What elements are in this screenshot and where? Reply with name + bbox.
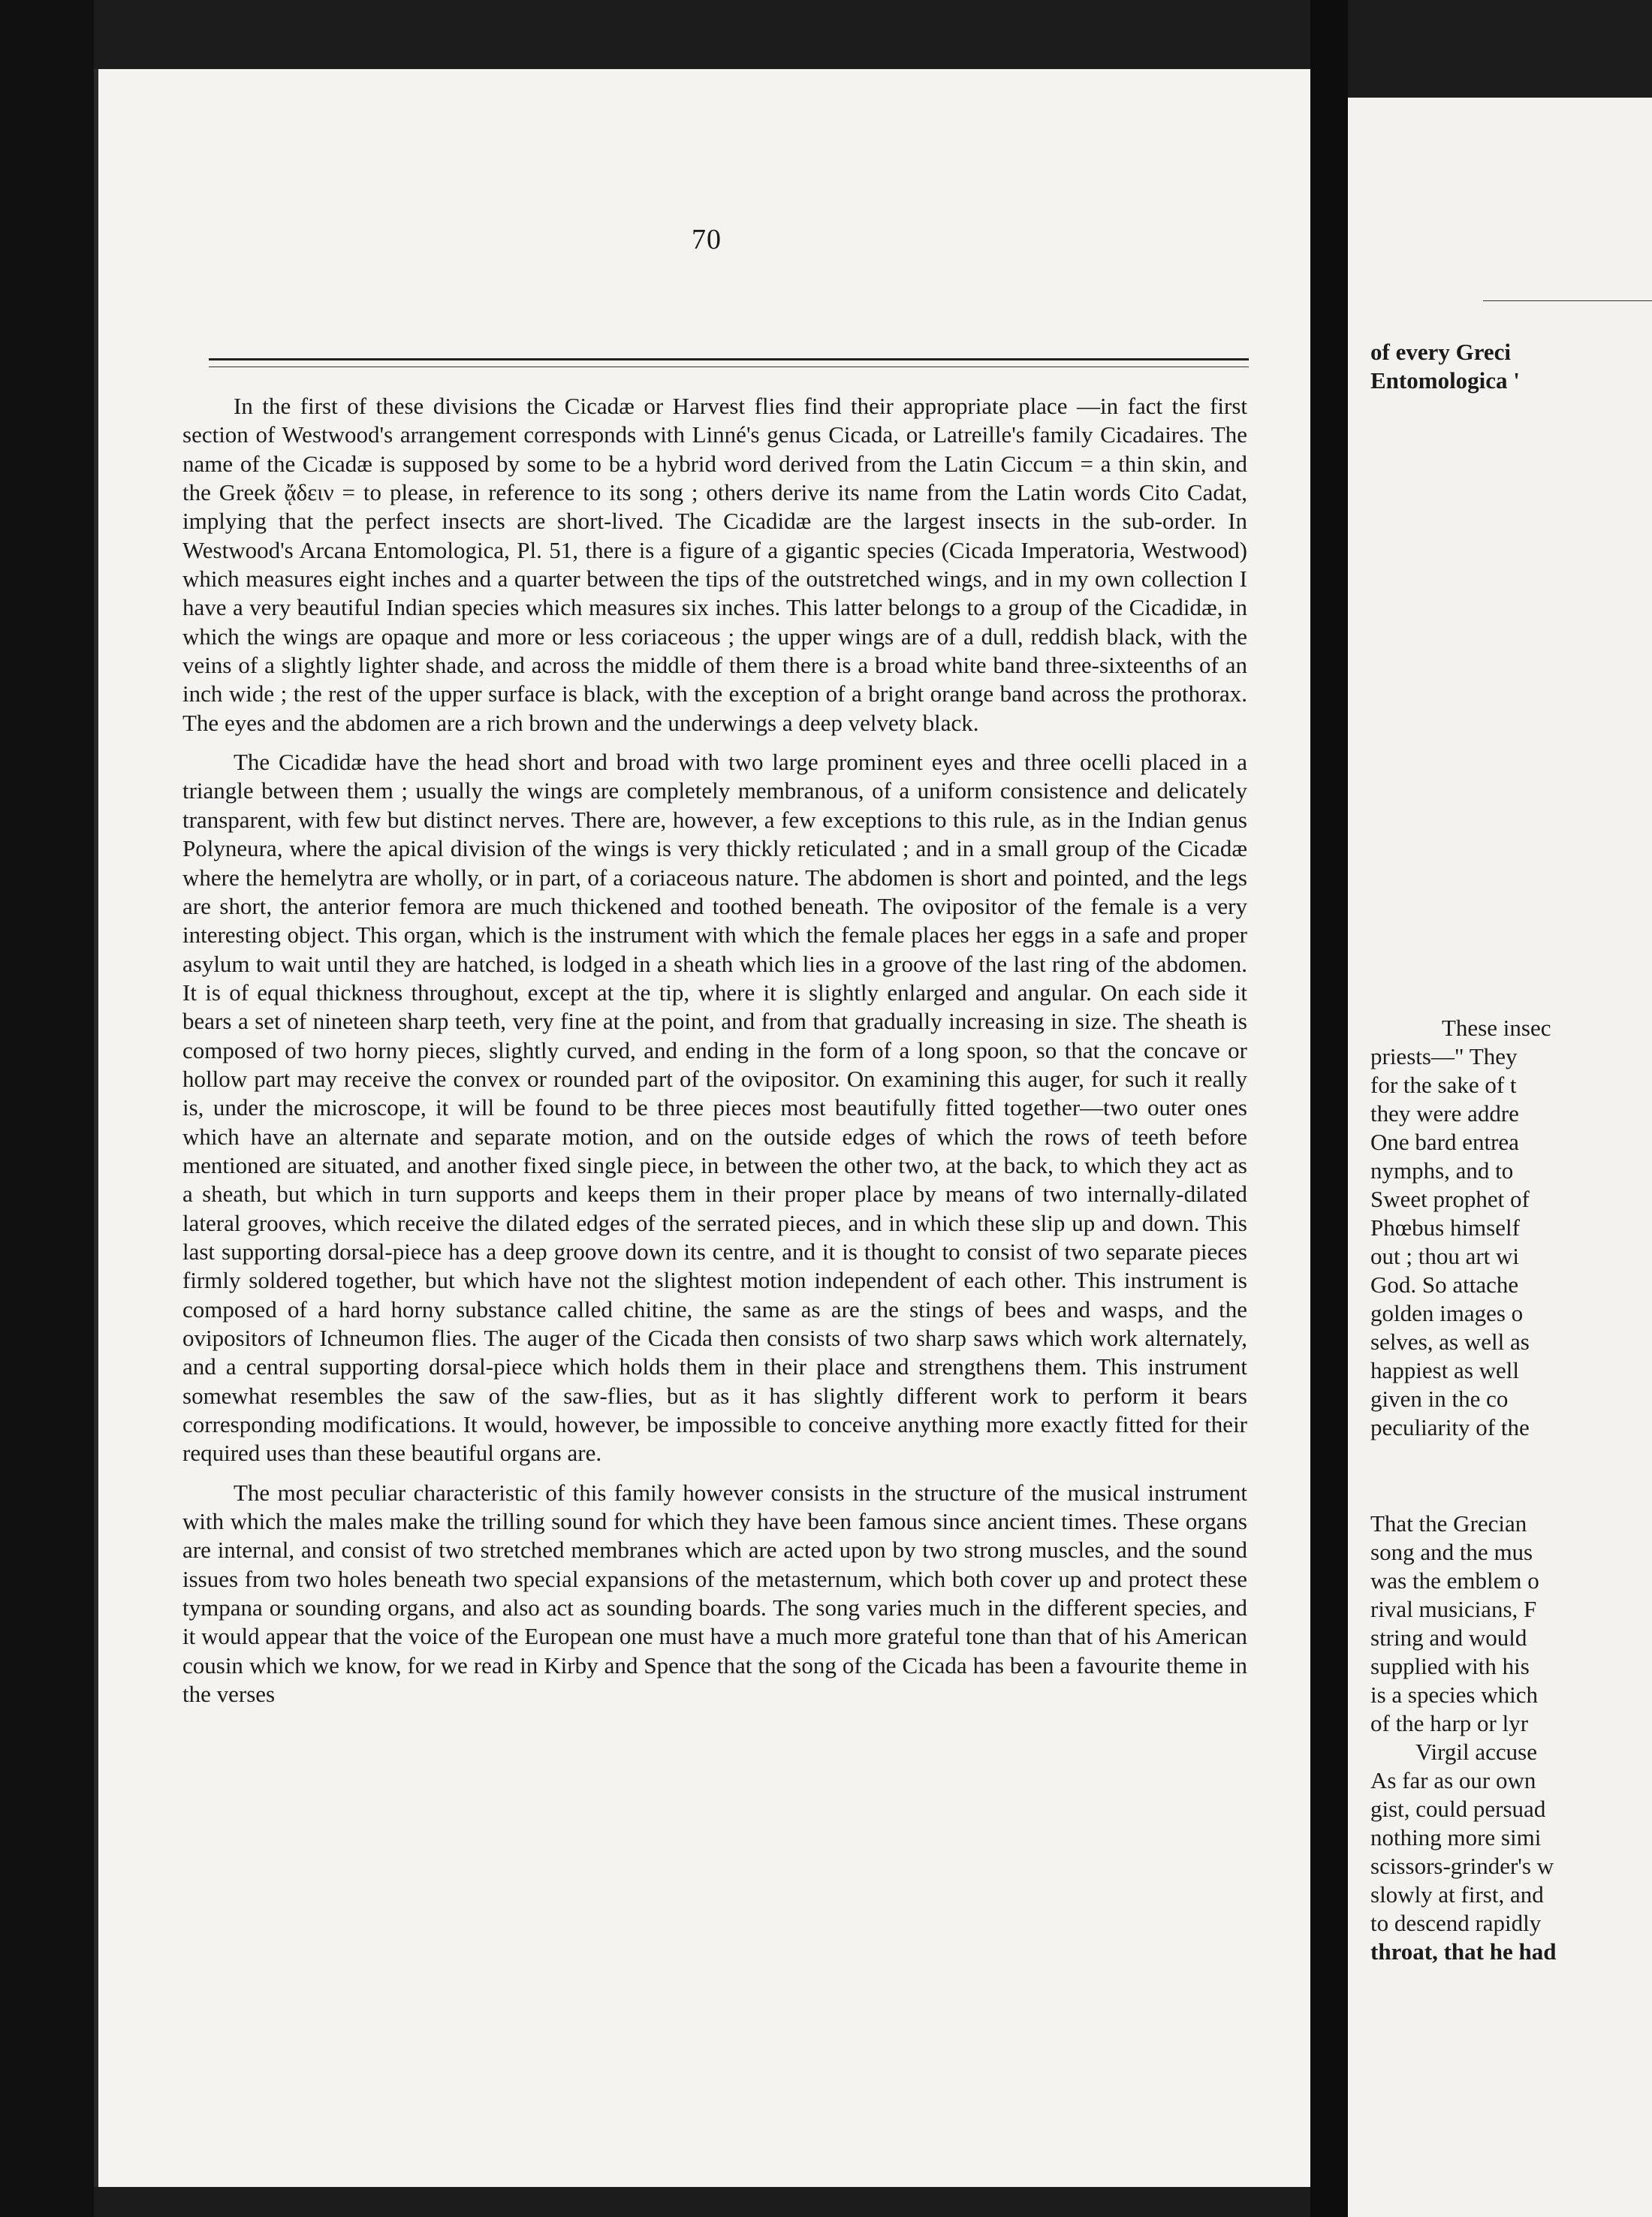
right-bottom-line: Virgil accuse (1415, 1739, 1537, 1765)
right-top-line: Entomologica ' (1370, 367, 1520, 394)
right-middle-line: out ; thou art wi (1370, 1243, 1520, 1269)
right-middle-line: nymphs, and to (1370, 1157, 1514, 1184)
paragraph-2: The Cicadidæ have the head short and broad with two large prominent eyes and three ocelli placed in a triangle between them ; usually the wings are completely membranous, of a uniform consistence and delicately transparent, with few but distinct nerves. There are, however, a few exceptions to this rule, as in the Indian genus Polyneura, where the apical division of the wings is very thickly reticulated ; and in a small group of the Cicadæ where the hemelytra are wholly, or in part, of a coriaceous nature. The abdomen is short and pointed, and the legs are short, the anterior femora are much thickened and toothed beneath. The ovipositor of the female is a very interesting object. This organ, which is the instrument with which the female places her eggs in a safe and proper asylum to wait until they are hatched, is lodged in a sheath which lies in a groove of the last ring of the abdomen. It is of equal thickness throughout, except at the tip, where it is slightly enlarged and angular. On each side it bears a set of nineteen sharp teeth, very fine at the point, and from that gradually increasing in size. The sheath is composed of two horny pieces, slightly curved, and ending in the form of a long spoon, so that the concave or hollow part may receive the convex or rounded part of the ovipositor. On examining this auger, for such it really is, under the microscope, it will be found to be three pieces most beautifully fitted together—two outer ones which have an alternate and separate motion, and on the outside edges of which the rows of teeth before mentioned are situated, and another fixed single piece, in between the other two, at the back, to which they act as a sheath, but which in turn supports and keeps them in their proper place by means of two internally-dilated lateral grooves, which receive the dilated edges of the serrated pieces, and in which these slip up and down. This last supporting dorsal-piece has a deep groove down its centre, and it is thought to consist of two separate pieces firmly soldered together, but which have not the slightest motion independent of each other. This instrument is composed of a hard horny substance called chitine, the same as are the stings of bees and wasps, and the ovipositors of Ichneumon flies. The auger of the Cicada then consists of two sharp saws which work alternately, and a central supporting dorsal-piece which holds them in their place and strengthens them. This instrument somewhat resembles the saw of the saw-flies, but as it has slightly different work to perform it bears corresponding modifications. It would, however, be impossible to conceive anything more exactly fitted for their required uses than these beautiful organs are. (182, 749, 1247, 1467)
right-middle-line: happiest as well (1370, 1357, 1520, 1383)
right-middle-line: for the sake of t (1370, 1072, 1517, 1098)
right-bottom-line: That the Grecian (1370, 1510, 1527, 1537)
body-text (182, 392, 1247, 1719)
left-page (94, 69, 1315, 2187)
right-bottom-line: gist, could persuad (1370, 1796, 1546, 1822)
scan-background-left (0, 0, 94, 2217)
right-bottom-line: slowly at first, and (1370, 1881, 1544, 1908)
right-middle-line: Phœbus himself (1370, 1214, 1520, 1241)
right-top-line: of every Greci (1370, 339, 1512, 365)
right-bottom-line: supplied with his (1370, 1653, 1530, 1679)
right-header-rule (1483, 300, 1652, 301)
right-middle-line: peculiarity of the (1370, 1414, 1530, 1440)
right-bottom-text (1370, 1510, 1652, 1966)
page-number: 70 (692, 224, 722, 255)
right-bottom-line: throat, that he had (1370, 1938, 1557, 1965)
header-rule-top (209, 358, 1249, 360)
right-top-text (1370, 338, 1652, 395)
right-page (1348, 98, 1652, 2217)
right-bottom-line: string and would (1370, 1624, 1527, 1651)
right-middle-line: golden images o (1370, 1300, 1524, 1326)
right-bottom-line: scissors-grinder's w (1370, 1853, 1554, 1879)
right-middle-line: Sweet prophet of (1370, 1186, 1530, 1212)
right-middle-line: These insec (1442, 1015, 1551, 1041)
header-rule-bottom (209, 366, 1249, 367)
right-bottom-line: As far as our own (1370, 1767, 1536, 1793)
page-gutter (1310, 0, 1348, 2217)
paragraph-3: The most peculiar characteristic of this family however consists in the structure of the musical instrument with which the males make the trilling sound for which they have been famous since ancient times. These organs are internal, and consist of two stretched membranes which are acted upon by two strong muscles, and the sound issues from two holes beneath two special expansions of the metasternum, which both cover up and protect these tympana or sounding organs, and also act as sounding boards. The song varies much in the different species, and it would appear that the voice of the European one must have a much more grateful tone than that of his American cousin which we know, for we read in Kirby and Spence that the song of the Cicada has been a favourite theme in the verses (182, 1479, 1247, 1708)
right-bottom-line: was the emblem o (1370, 1567, 1539, 1594)
right-bottom-line: to descend rapidly (1370, 1910, 1542, 1936)
right-bottom-line: nothing more simi (1370, 1824, 1542, 1851)
right-bottom-line: rival musicians, F (1370, 1596, 1537, 1622)
right-middle-line: given in the co (1370, 1386, 1509, 1412)
right-middle-line: they were addre (1370, 1100, 1519, 1127)
right-middle-line: God. So attache (1370, 1271, 1519, 1298)
right-bottom-line: song and the mus (1370, 1539, 1533, 1565)
paragraph-1: In the first of these divisions the Cicadæ or Harvest flies find their appropriate place —in fact the first section of Westwood's arrangement corresponds with Linné's genus Cicada, or Latreille's family Cicadaires. The name of the Cicadæ is supposed by some to be a hybrid word derived from the Latin Ciccum = a thin skin, and the Greek ᾄδειν = to please, in reference to its song ; others derive its name from the Latin words Cito Cadat, implying that the perfect insects are short-lived. The Cicadidæ are the largest insects in the sub-order. In Westwood's Arcana Entomologica, Pl. 51, there is a figure of a gigantic species (Cicada Imperatoria, Westwood) which measures eight inches and a quarter between the tips of the outstretched wings, and in my own collection I have a very beautiful Indian species which measures six inches. This latter belongs to a group of the Cicadidæ, in which the wings are opaque and more or less coriaceous ; the upper wings are of a dull, reddish black, with the veins of a slightly lighter shade, and across the middle of them there is a broad white band three-sixteenths of an inch wide ; the rest of the upper surface is black, with the exception of a bright orange band across the prothorax. The eyes and the abdomen are a rich brown and the underwings a deep velvety black. (182, 393, 1247, 736)
right-bottom-line: of the harp or lyr (1370, 1710, 1529, 1736)
right-middle-line: One bard entrea (1370, 1129, 1519, 1155)
right-middle-line: priests—" They (1370, 1043, 1518, 1069)
right-middle-line: selves, as well as (1370, 1329, 1530, 1355)
right-middle-text (1370, 1014, 1652, 1442)
right-bottom-line: is a species which (1370, 1682, 1538, 1708)
